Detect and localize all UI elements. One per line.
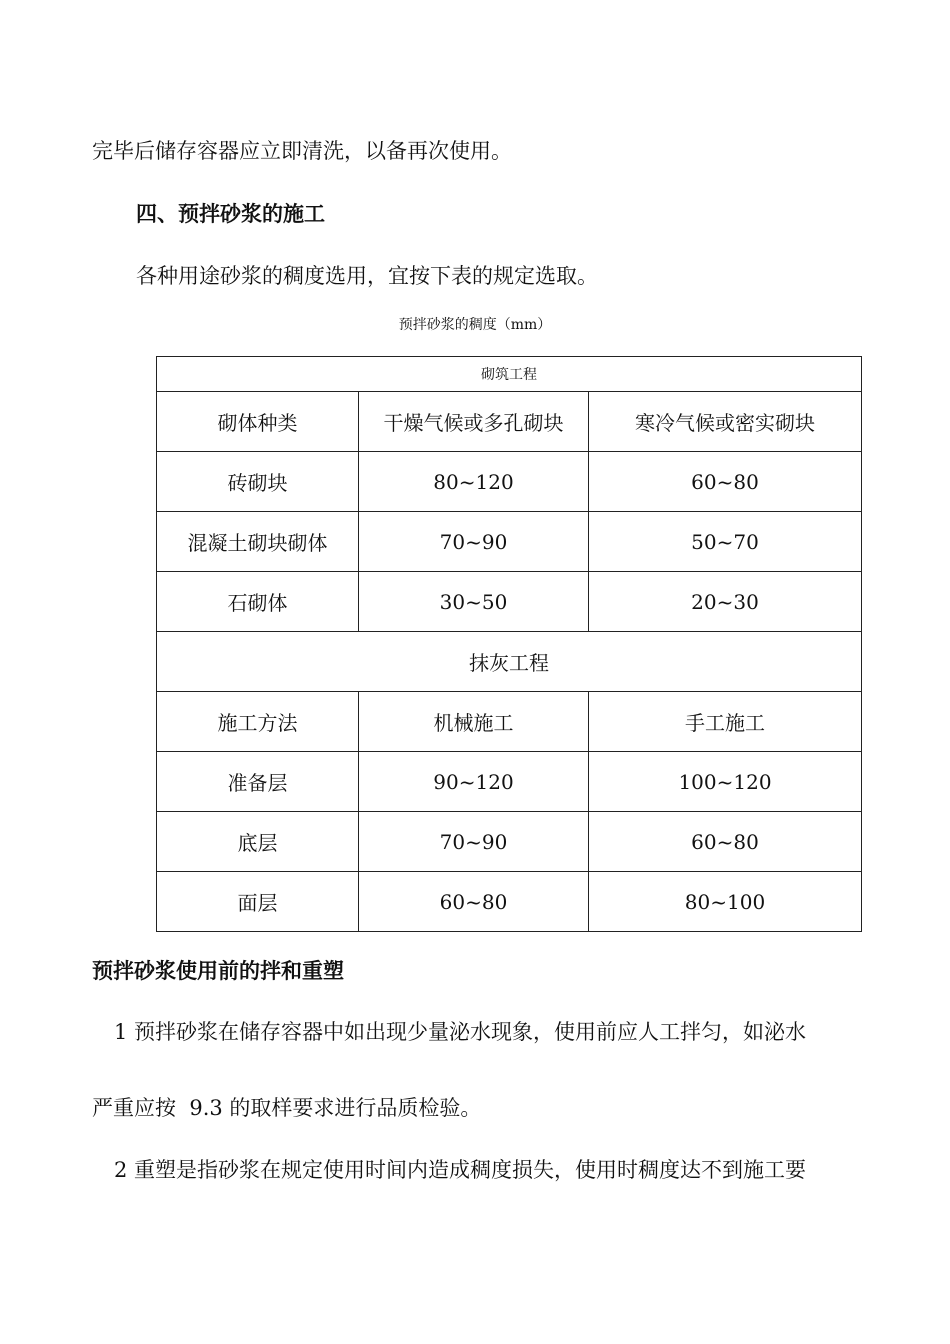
table-header-row	[157, 692, 862, 752]
paragraph-text: 1 预拌砂浆在储存容器中如出现少量泌水现象，使用前应人工拌匀，如泌水	[114, 1020, 807, 1044]
header-cell: 寒冷气候或密实砌块	[589, 392, 862, 452]
table-cell: 60~80	[589, 812, 862, 872]
table-cell: 100~120	[589, 752, 862, 812]
table-cell: 70~90	[359, 512, 589, 572]
paragraph-text: 完毕后储存容器应立即清洗，以备再次使用。	[92, 139, 512, 163]
table-cell: 50~70	[589, 512, 862, 572]
table-cell: 90~120	[359, 752, 589, 812]
table-cell: 砖砌块	[157, 452, 359, 512]
section-heading: 四、预拌砂浆的施工	[136, 201, 325, 226]
table-row	[157, 572, 862, 632]
table-cell: 80~120	[359, 452, 589, 512]
table-header-row	[157, 392, 862, 452]
table-cell: 准备层	[157, 752, 359, 812]
table-cell: 30~50	[359, 572, 589, 632]
table-row	[157, 452, 862, 512]
paragraph-text: 2 重塑是指砂浆在规定使用时间内造成稠度损失，使用时稠度达不到施工要	[114, 1158, 807, 1182]
table-cell: 60~80	[589, 452, 862, 512]
table-cell: 面层	[157, 872, 359, 932]
header-cell: 手工施工	[589, 692, 862, 752]
header-cell: 施工方法	[157, 692, 359, 752]
table-cell: 60~80	[359, 872, 589, 932]
table-row	[157, 872, 862, 932]
header-cell: 干燥气候或多孔砌块	[359, 392, 589, 452]
table-caption: 预拌砂浆的稠度（mm）	[398, 317, 552, 333]
table-cell: 底层	[157, 812, 359, 872]
paragraph-text: 各种用途砂浆的稠度选用，宜按下表的规定选取。	[136, 264, 598, 288]
paragraph-text: 严重应按 9.3 的取样要求进行品质检验。	[92, 1096, 482, 1120]
header-cell: 砌体种类	[157, 392, 359, 452]
table-cell: 石砌体	[157, 572, 359, 632]
section-title: 抹灰工程	[157, 632, 862, 692]
section-title: 砌筑工程	[157, 357, 862, 392]
table-row	[157, 812, 862, 872]
table-cell: 70~90	[359, 812, 589, 872]
table-cell: 20~30	[589, 572, 862, 632]
subsection-heading: 预拌砂浆使用前的拌和重塑	[92, 958, 344, 983]
table-row	[157, 752, 862, 812]
table-cell: 80~100	[589, 872, 862, 932]
table-row	[157, 512, 862, 572]
header-cell: 机械施工	[359, 692, 589, 752]
table-section-row	[157, 632, 862, 692]
table-section-row	[157, 357, 862, 392]
table-cell: 混凝土砌块砌体	[157, 512, 359, 572]
consistency-table	[156, 356, 862, 932]
